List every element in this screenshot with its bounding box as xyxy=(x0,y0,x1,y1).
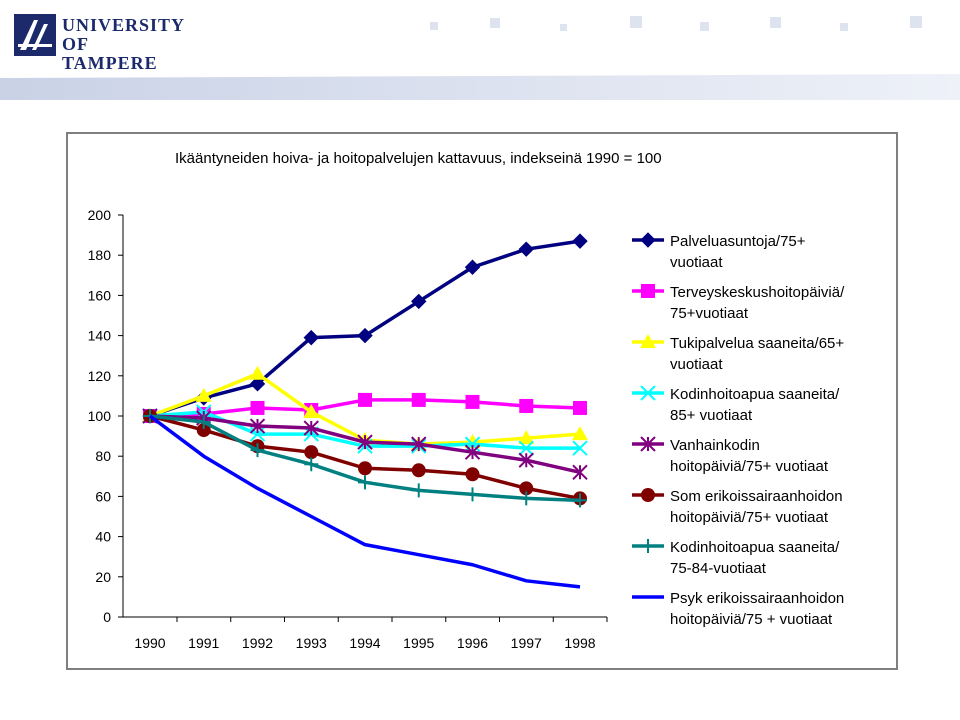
legend-marker-2 xyxy=(641,284,655,298)
data-point-s2 xyxy=(573,401,587,415)
legend-label: Kodinhoitoapua saaneita/ xyxy=(670,386,840,403)
x-tick-label: 1992 xyxy=(241,635,274,651)
y-tick-label: 40 xyxy=(95,528,111,545)
data-point-s7 xyxy=(519,491,533,505)
x-tick-label: 1996 xyxy=(456,635,489,651)
legend-marker-7 xyxy=(641,539,655,553)
legend-label: hoitopäiviä/75 + vuotiaat xyxy=(670,611,833,628)
y-tick-label: 100 xyxy=(87,408,111,424)
legend-label: Terveyskeskushoitopäiviä/ xyxy=(670,284,845,301)
data-point-s7 xyxy=(412,483,426,497)
data-point-s1 xyxy=(573,234,587,248)
y-tick-label: 0 xyxy=(103,609,111,625)
legend-label: Kodinhoitoapua saaneita/ xyxy=(670,539,840,556)
data-point-s7 xyxy=(466,487,480,501)
y-tick-label: 80 xyxy=(95,448,111,465)
data-point-s3 xyxy=(250,366,266,380)
y-tick-label: 60 xyxy=(95,488,111,505)
data-point-s2 xyxy=(412,393,426,407)
legend-label: Tukipalvelua saaneita/65+ xyxy=(670,335,845,352)
data-point-s1 xyxy=(519,242,533,256)
data-point-s6 xyxy=(304,445,318,459)
data-point-s7 xyxy=(358,475,372,489)
y-tick-label: 120 xyxy=(87,367,111,384)
data-point-s6 xyxy=(358,461,372,475)
data-point-s7 xyxy=(304,457,318,471)
y-tick-label: 20 xyxy=(95,568,111,585)
legend-label: Palveluasuntoja/75+ xyxy=(670,233,806,250)
data-point-s2 xyxy=(466,395,480,409)
legend-marker-1 xyxy=(641,233,655,247)
x-tick-label: 1994 xyxy=(349,635,381,651)
x-tick-label: 1995 xyxy=(403,635,435,651)
data-point-s2 xyxy=(519,399,533,413)
x-tick-label: 1993 xyxy=(295,635,327,651)
chart-title: Ikääntyneiden hoiva- ja hoitopalvelujen kattavuus, indekseinä 1990 = 100 xyxy=(175,150,662,167)
logo-line-1: UNIVERSITY xyxy=(62,15,186,35)
legend-label: vuotiaat xyxy=(670,254,723,271)
data-point-s2 xyxy=(358,393,372,407)
y-tick-label: 200 xyxy=(87,207,111,223)
legend-label: Vanhainkodin xyxy=(670,437,760,454)
data-point-s6 xyxy=(412,463,426,477)
legend-label: Som erikoissairaanhoidon xyxy=(670,488,843,505)
logo-line-2: OF TAMPERE xyxy=(62,34,158,73)
y-tick-label: 160 xyxy=(87,287,111,304)
data-point-s6 xyxy=(466,467,480,481)
legend-label: vuotiaat xyxy=(670,356,723,373)
legend-label: Psyk erikoissairaanhoidon xyxy=(670,590,845,607)
x-tick-label: 1998 xyxy=(564,635,596,651)
legend-label: 85+ vuotiaat xyxy=(670,407,753,424)
x-tick-label: 1990 xyxy=(134,635,166,651)
legend-marker-6 xyxy=(641,488,655,502)
y-tick-label: 180 xyxy=(87,247,111,264)
x-tick-label: 1991 xyxy=(188,635,220,651)
legend-label: hoitopäiviä/75+ vuotiaat xyxy=(670,509,829,526)
legend-label: hoitopäiviä/75+ vuotiaat xyxy=(670,458,829,475)
legend-label: 75+vuotiaat xyxy=(670,305,748,322)
legend-label: 75-84-vuotiaat xyxy=(670,560,766,577)
y-tick-label: 140 xyxy=(87,327,111,344)
x-tick-label: 1997 xyxy=(510,635,542,651)
data-point-s2 xyxy=(251,401,265,415)
